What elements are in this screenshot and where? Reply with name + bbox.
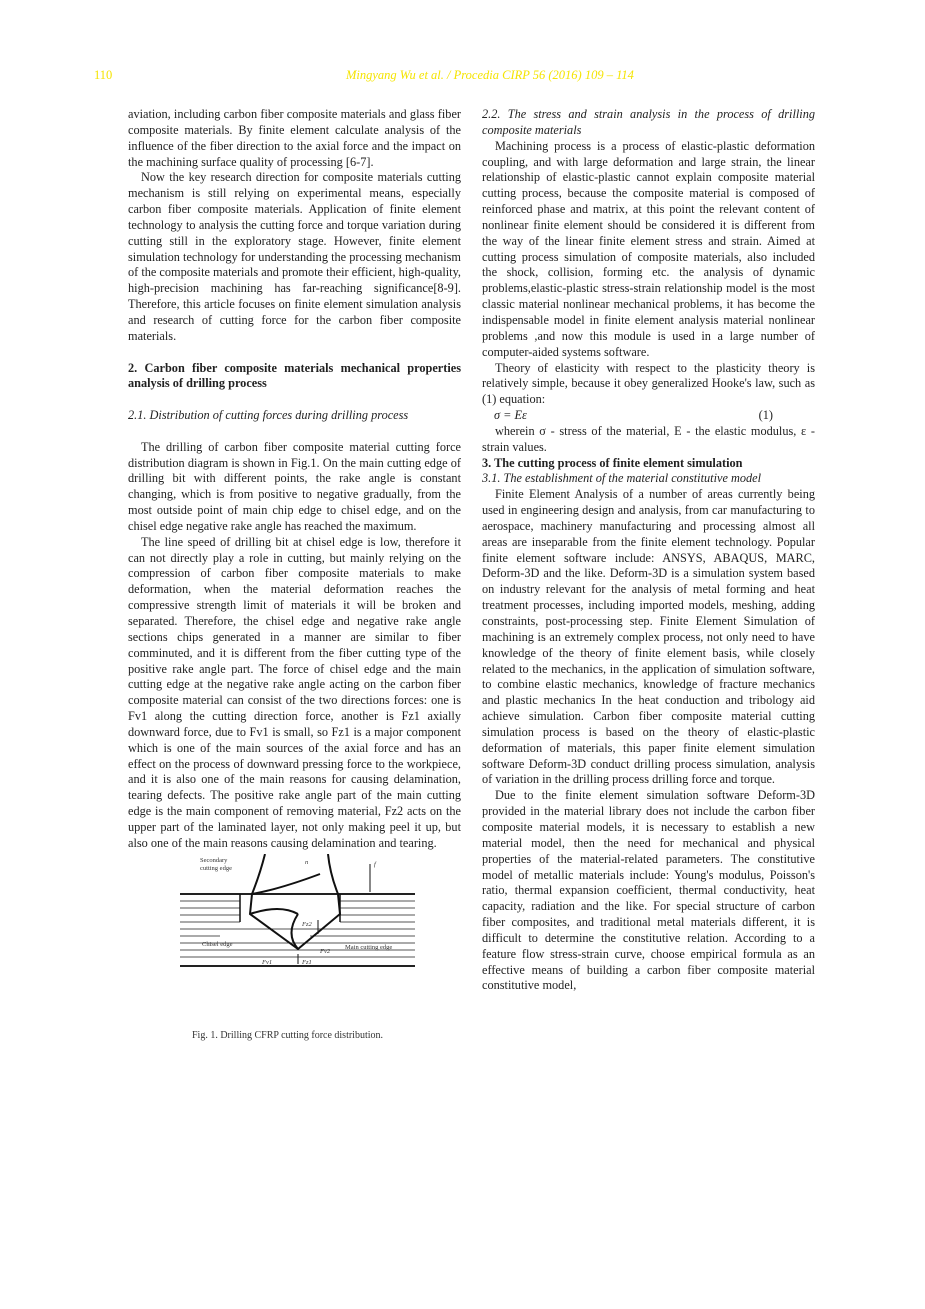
paragraph: Finite Element Analysis of a number of areas currently being used in engineering design and analysis, from car manufacturing to aerospace, machinery manufacturing and processing almost all areas are inseparable from the finite element technology. Popular finite element software include: ANSYS, ABAQUS, MARC, Deform-3D and the like. Deform-3D is a simulation system based on industry relevant for the analysis of metal forming and heat treatment processes, including imported models, meshing, adding constraints, post-processing step. Finite Element Simulation of machining is an extremely complex process, not only need to have knowledge of the theory of finite element basis, while closely related to the mechanics, in the application of simulation software, to combine elastic mechanics, knowledge of fracture mechanics and plastic mechanics In the heat conduction and tribology aid achieve simulation. Carbon fiber composite material cutting simulation process is based on the theory of elastic-plastic deformation of materials, this paper finite element simulation software Deform-3D conduct drilling process simulation, analysis of variation in the drilling process drilling force and torque. <box>482 487 815 787</box>
paragraph: Theory of elasticity with respect to the plasticity theory is relatively simple, because it obey generalized Hooke's law, such as (1) equation: <box>482 360 815 407</box>
equation: σ = Eε <box>494 408 527 423</box>
subsection-heading: 2.2. The stress and strain analysis in the process of drilling composite materials <box>482 107 815 137</box>
section-heading: 3. The cutting process of finite element simulation <box>482 455 743 470</box>
section-heading: 2. Carbon fiber composite materials mechanical properties analysis of drilling process <box>128 360 461 391</box>
paragraph: The line speed of drilling bit at chisel edge is low, therefore it can not directly play a role in cutting, but mainly relying on the compression of carbon fiber composite materials to make deformation, when the material deformation reaches the compressive strength limit of materials it will be broken and separated. Therefore, the chisel edge and negative rake angle sections chips generated in a manner are similar to fiber comminuted, and it is different from the fiber cutting type of the positive rake angle part. The force of chisel edge and the main cutting edge at the negative rake angle acting on the carbon fiber composite material can consist of the two directions forces: one is Fv1 along the cutting direction force, another is Fz1 axially downward force, due to Fv1 is small, so Fz1 is a major component which is one of the main sources of the axial force and has an effect on the process of downward pressing force to the workpiece, and it is also one of the main reasons for causing delamination, tearing defects. The positive rake angle part of the main cutting edge is the main component of removing material, Fz2 acts on the upper part of the laminated layer, not only making peel it up, but also one of the main reasons causing delamination and tearing. <box>128 534 461 850</box>
right-column <box>482 107 815 994</box>
paragraph: wherein σ - stress of the material, E - the elastic modulus, ε -strain values. <box>482 423 815 454</box>
running-title: Mingyang Wu et al. / Procedia CIRP 56 (2016) 109 – 114 <box>346 68 634 82</box>
label-fz1: Fz1 <box>302 958 312 966</box>
label-secondary-2: cutting edge <box>200 864 232 872</box>
paragraph: Machining process is a process of elastic-plastic deformation coupling, and with large deformation and large strain, the linear relationship of elastic-plastic cannot explain composite material cutting process, because the composite material is composed of reinforced phase and matrix, at this point the relevant content of nonlinear finite element should be considered it is different from the way of the linear finite element stress and strain. Aimed at cutting process simulation of composite materials, also included the shock, collision, forming etc. the analysis of dynamic problems,elastic-plastic stress-strain relationship model is the most classic material nonlinear mechanical problems, it has become the indispensable model in finite element analysis material nonlinear problems ,and now this module is used in a large number of computer-aided systems software. <box>482 138 815 359</box>
paragraph: Now the key research direction for composite materials cutting mechanism is still relying on experimental means, especially carbon fiber composite materials. Application of finite element technology to analysis the cutting force and torque variation during cutting still in the exploratory stage. However, finite element simulation technology for understanding the processing mechanism of the composite materials and promote their efficient, high-quality, high-precision machining has far-reaching significance[8-9]. Therefore, this article focuses on finite element simulation analysis and research of cutting force for the carbon fiber composite materials. <box>128 170 461 343</box>
figure-1 <box>128 852 461 977</box>
subsection-heading: 2.1. Distribution of cutting forces during drilling process <box>128 408 409 423</box>
label-chisel-edge: Chisel edge <box>202 940 233 948</box>
label-main-cutting-edge: Main cutting edge <box>345 943 393 951</box>
equation-number: (1) <box>758 408 773 423</box>
label-f: f <box>374 860 376 868</box>
label-secondary: Secondary <box>200 856 228 864</box>
drill-diagram <box>180 854 415 972</box>
paragraph: Due to the finite element simulation software Deform-3D provided in the material library does not include the carbon fiber composite material models, it is necessary to establish a new material model, then the need for mechanical and physical properties of the material-related parameters. The constitutive model of metallic materials include: Young's modulus, Poisson's ratio, thermal expansion coefficient, thermal conductivity, heat capacity, radiation and the like. For special structure of carbon fiber composites, and traditional metal materials different, it is difficult to determine the constitutive relation. According to a feature flow stress-strain curve, choose empirical formula as an effective means of building a carbon fiber composite material constitutive model, <box>482 788 815 993</box>
paragraph: The drilling of carbon fiber composite material cutting force distribution diagram is shown in Fig.1. On the main cutting edge of drilling bit with different points, the rake angle is constant changing, which is from positive to negative gradually, from the most outside point of main chip edge to chisel edge, and on the chisel edge negative rake angle has reached the maximum. <box>128 439 461 533</box>
figure-caption: Fig. 1. Drilling CFRP cutting force distribution. <box>192 1030 384 1041</box>
label-fz2: Fz2 <box>302 920 312 928</box>
label-n: n <box>305 858 309 866</box>
label-fv1: Fv1 <box>262 958 273 966</box>
page-number: 110 <box>94 68 113 82</box>
label-fv2: Fv2 <box>320 947 331 955</box>
left-column <box>128 107 461 977</box>
subsection-heading: 3.1. The establishment of the material constitutive model <box>482 471 762 486</box>
equation-1 <box>482 408 815 424</box>
paragraph: aviation, including carbon fiber composite materials and glass fiber composite materials. By finite element calculate analysis of the influence of the fiber direction to the axial force and the impact on the machining surface quality of processing [6-7]. <box>128 107 461 169</box>
